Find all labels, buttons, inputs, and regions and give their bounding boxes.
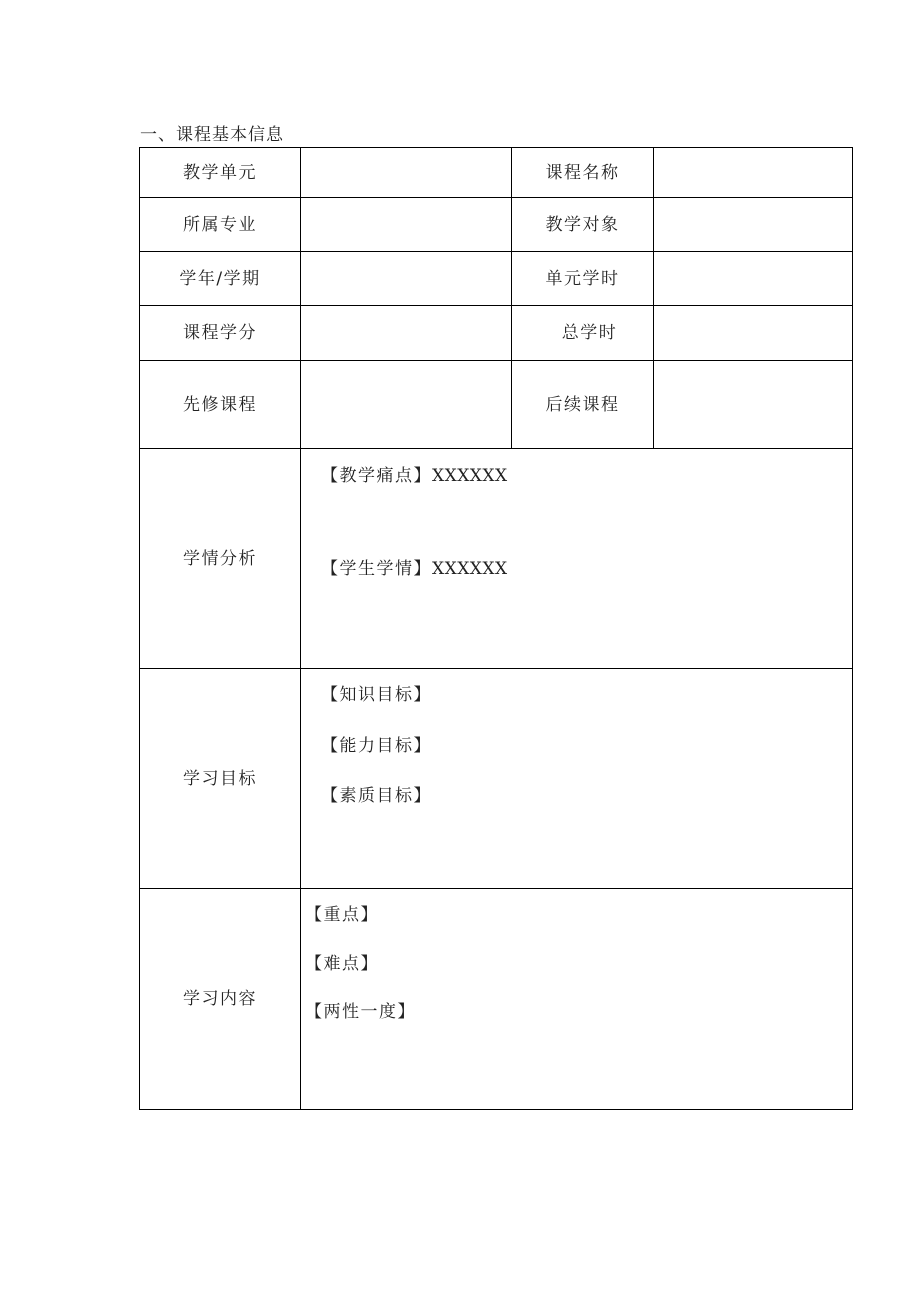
learning-analysis-label: 学情分析 — [140, 449, 301, 669]
pain-points-value: XXXXXX — [432, 466, 508, 486]
year-term-label: 学年/学期 — [140, 252, 301, 306]
table-row — [140, 889, 853, 1110]
student-status-line — [321, 557, 508, 581]
table-row — [140, 252, 853, 306]
follow-value[interactable] — [654, 361, 853, 449]
learning-analysis-cell[interactable] — [301, 449, 853, 669]
teaching-unit-value[interactable] — [301, 148, 512, 198]
key-points: 【重点】 — [305, 905, 379, 925]
unit-hours-value[interactable] — [654, 252, 853, 306]
table-row — [140, 148, 853, 198]
quality-objective: 【素质目标】 — [321, 786, 432, 806]
two-natures-one-degree: 【两性一度】 — [305, 1002, 416, 1022]
follow-label: 后续课程 — [512, 361, 654, 449]
table-row — [140, 198, 853, 252]
student-status-tag: 【学生学情】 — [321, 559, 432, 579]
course-info-table — [139, 147, 853, 1110]
section-title: 一、课程基本信息 — [140, 125, 284, 145]
teaching-unit-label: 教学单元 — [140, 148, 301, 198]
total-hours-value[interactable] — [654, 306, 853, 361]
knowledge-objective: 【知识目标】 — [321, 685, 432, 705]
student-status-value: XXXXXX — [432, 559, 508, 579]
table-row — [140, 449, 853, 669]
course-name-label: 课程名称 — [512, 148, 654, 198]
objectives-label: 学习目标 — [140, 669, 301, 889]
pain-points-tag: 【教学痛点】 — [321, 466, 432, 486]
audience-label: 教学对象 — [512, 198, 654, 252]
table-row — [140, 306, 853, 361]
unit-hours-label: 单元学时 — [512, 252, 654, 306]
prereq-value[interactable] — [301, 361, 512, 449]
difficult-points: 【难点】 — [305, 954, 379, 974]
total-hours-label: 总学时 — [512, 306, 654, 361]
major-value[interactable] — [301, 198, 512, 252]
objectives-cell[interactable] — [301, 669, 853, 889]
table-row — [140, 361, 853, 449]
content-cell[interactable] — [301, 889, 853, 1110]
content-label: 学习内容 — [140, 889, 301, 1110]
audience-value[interactable] — [654, 198, 853, 252]
course-name-value[interactable] — [654, 148, 853, 198]
year-term-value[interactable] — [301, 252, 512, 306]
prereq-label: 先修课程 — [140, 361, 301, 449]
pain-points-line — [321, 464, 508, 488]
credits-label: 课程学分 — [140, 306, 301, 361]
ability-objective: 【能力目标】 — [321, 736, 432, 756]
major-label: 所属专业 — [140, 198, 301, 252]
credits-value[interactable] — [301, 306, 512, 361]
table-row — [140, 669, 853, 889]
